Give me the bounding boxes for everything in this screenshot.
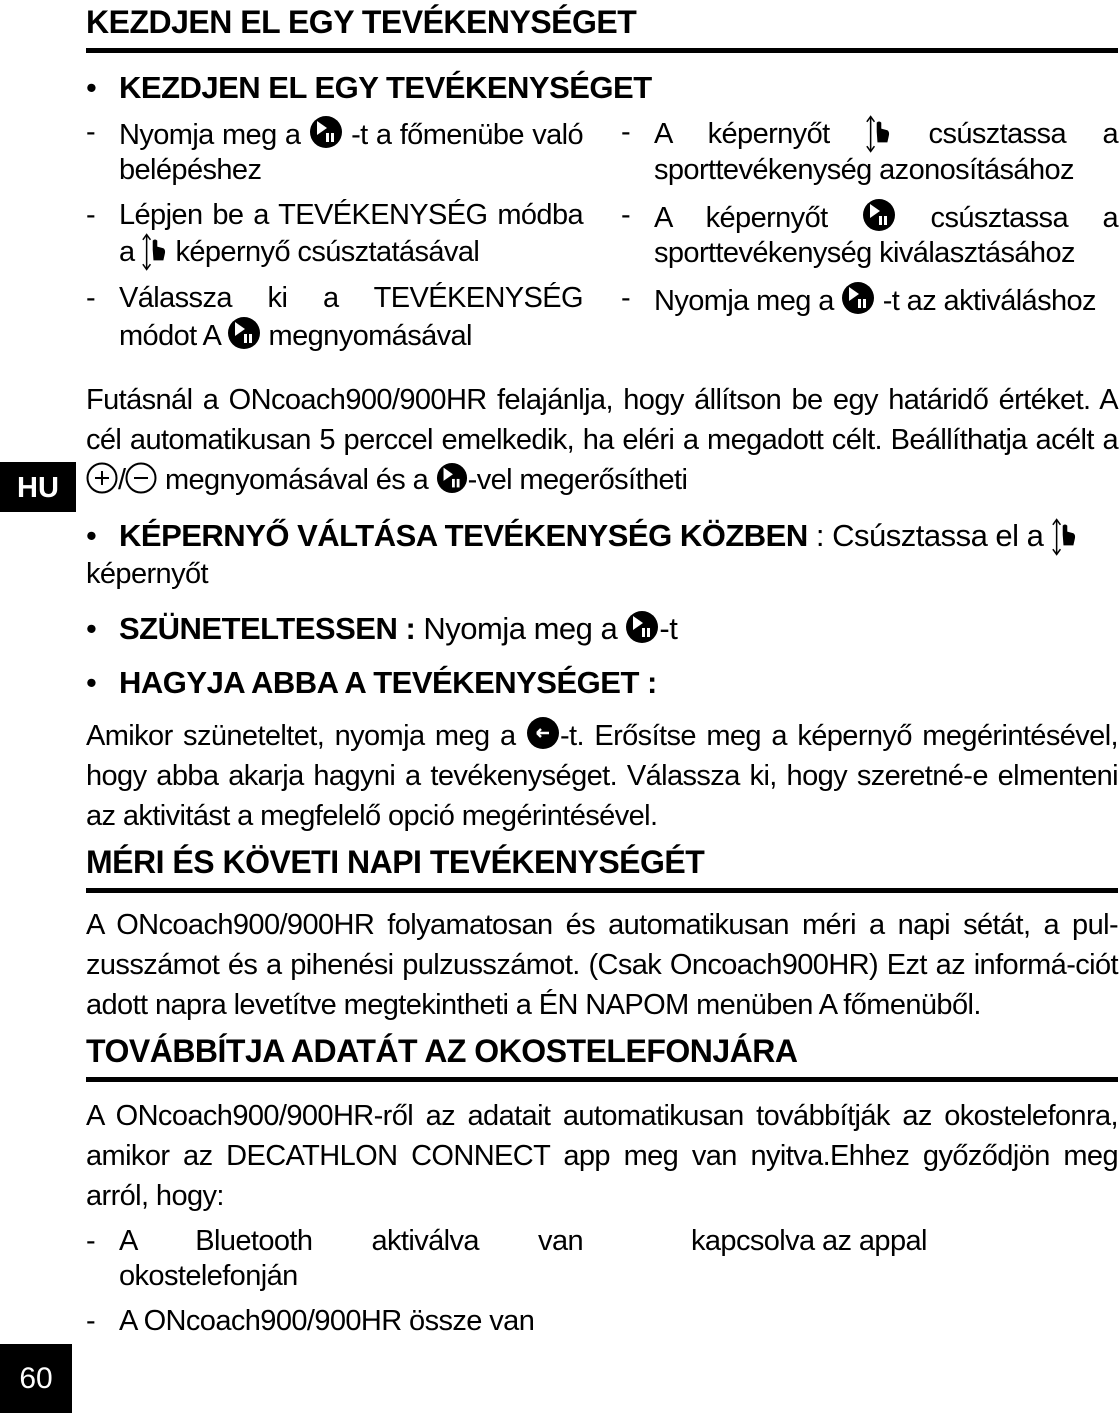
page-title: KEZDJEN EL EGY TEVÉKENYSÉGET — [86, 4, 637, 40]
play-pause-button-icon — [227, 316, 261, 350]
list-dash: - — [86, 199, 96, 231]
list-item: - A ONcoach900/900HR össze van — [86, 1305, 535, 1337]
list-item: - A képernyőt csúsztassa a sporttevékenység azonosításához — [621, 116, 1118, 186]
title-rule — [86, 48, 1118, 53]
switch-text-end: képernyőt — [86, 558, 208, 590]
stop-item — [86, 662, 1118, 704]
list-dash: - — [621, 116, 631, 148]
play-pause-button-icon — [841, 281, 875, 315]
stop-label: HAGYJA ABBA A TEVÉKENYSÉGET : — [119, 665, 657, 700]
pause-label: SZÜNETELTESSEN : — [119, 611, 416, 646]
list-dash: - — [86, 282, 96, 314]
sync-rule — [86, 1077, 1118, 1082]
sync-paragraph: A ONcoach900/900HR-ről az adatait automatikusan továbbítják az okostelefonra, amikor az DECATHLON CONNECT app meg van nyitva.Ehhez győződjön meg arról, hogy: — [86, 1100, 1118, 1212]
minus-icon — [125, 462, 157, 494]
plus-icon — [86, 462, 118, 494]
list-item: - A Bluetooth aktiválva van okostelefonján — [86, 1225, 583, 1292]
list-item: - Lépjen be a TEVÉKENYSÉG módba a képernyő csúsztatásával — [86, 198, 583, 271]
swipe-vertical-icon — [142, 233, 168, 271]
start-steps-right — [621, 115, 1118, 364]
list-dash: - — [621, 199, 631, 231]
list-item: - Válassza ki a TEVÉKENYSÉG módot A megnyomásával — [86, 282, 583, 352]
daily-rule — [86, 888, 1118, 893]
stop-paragraph: Amikor szüneteltet, nyomja meg a -t. Erősítse meg a képernyő megérintésével, hogy abba akarja hagyni a tevékenységet. Válassza ki, hogy szeretné-e elmenteni az aktivitást a megfelelő opció megérintésével. — [86, 716, 1118, 836]
list-dash: - — [86, 1305, 96, 1337]
list-item: - A képernyőt csúsztassa a sporttevékenység kiválasztásához — [621, 199, 1118, 269]
play-pause-button-icon — [309, 115, 343, 149]
page-number: 60 — [0, 1344, 72, 1413]
page — [86, 0, 1118, 1349]
list-item: - Nyomja meg a -t az aktiváláshoz — [621, 282, 1096, 317]
list-dash: - — [86, 116, 96, 148]
daily-heading: MÉRI ÉS KÖVETI NAPI TEVÉKENYSÉGÉT — [86, 844, 705, 880]
switch-screen-item: • KÉPERNYŐ VÁLTÁSA TEVÉKENYSÉG KÖZBEN : Csúsztassa el a — [86, 516, 1118, 556]
start-steps — [86, 115, 1118, 364]
sync-conditions-left — [86, 1224, 583, 1349]
swipe-vertical-icon — [1052, 518, 1078, 556]
language-tab: HU — [0, 462, 76, 512]
play-pause-button-icon — [862, 198, 896, 232]
goal-paragraph: Futásnál a ONcoach900/900HR felajánlja, hogy állítson be egy határidő értéket. A cél automatikusan 5 perccel emelkedik, ha eléri a megadott célt. Beállíthatja acélt a / megnyomásával és a -vel megerősítheti — [86, 384, 1118, 496]
bullet-mark: • — [86, 518, 97, 553]
list-dash: - — [86, 1225, 96, 1257]
sync-conditions-right — [621, 1224, 1118, 1349]
daily-paragraph: A ONcoach900/900HR folyamatosan és automatikusan méri a napi sétát, a pul-zusszámot és a pihenési pulzusszámot. (Csak Oncoach900HR) Ezt az informá-ciót adott napra levetítve megtekintheti a ÉN NAPOM menüben A főmenüből. — [86, 909, 1118, 1021]
list-dash: - — [621, 282, 631, 314]
start-steps-left — [86, 115, 583, 364]
swipe-vertical-icon — [866, 115, 892, 153]
bullet-mark: • — [86, 70, 97, 105]
play-pause-button-icon — [625, 610, 659, 644]
switch-label: KÉPERNYŐ VÁLTÁSA TEVÉKENYSÉG KÖZBEN — [119, 518, 808, 553]
sync-heading: TOVÁBBÍTJA ADATÁT AZ OKOSTELEFONJÁRA — [86, 1033, 798, 1069]
start-heading-text: KEZDJEN EL EGY TEVÉKENYSÉGET — [119, 70, 652, 105]
bullet-mark: • — [86, 665, 97, 700]
start-heading — [86, 67, 1118, 109]
bullet-mark: • — [86, 611, 97, 646]
pause-item: • SZÜNETELTESSEN : Nyomja meg a -t — [86, 608, 1118, 650]
play-pause-button-icon — [436, 462, 468, 494]
back-button-icon — [526, 716, 560, 750]
list-item-continuation: kapcsolva az appal — [691, 1225, 927, 1257]
list-item: - Nyomja meg a -t a főmenübe való belépéshez — [86, 116, 584, 186]
sync-conditions — [86, 1224, 1118, 1349]
